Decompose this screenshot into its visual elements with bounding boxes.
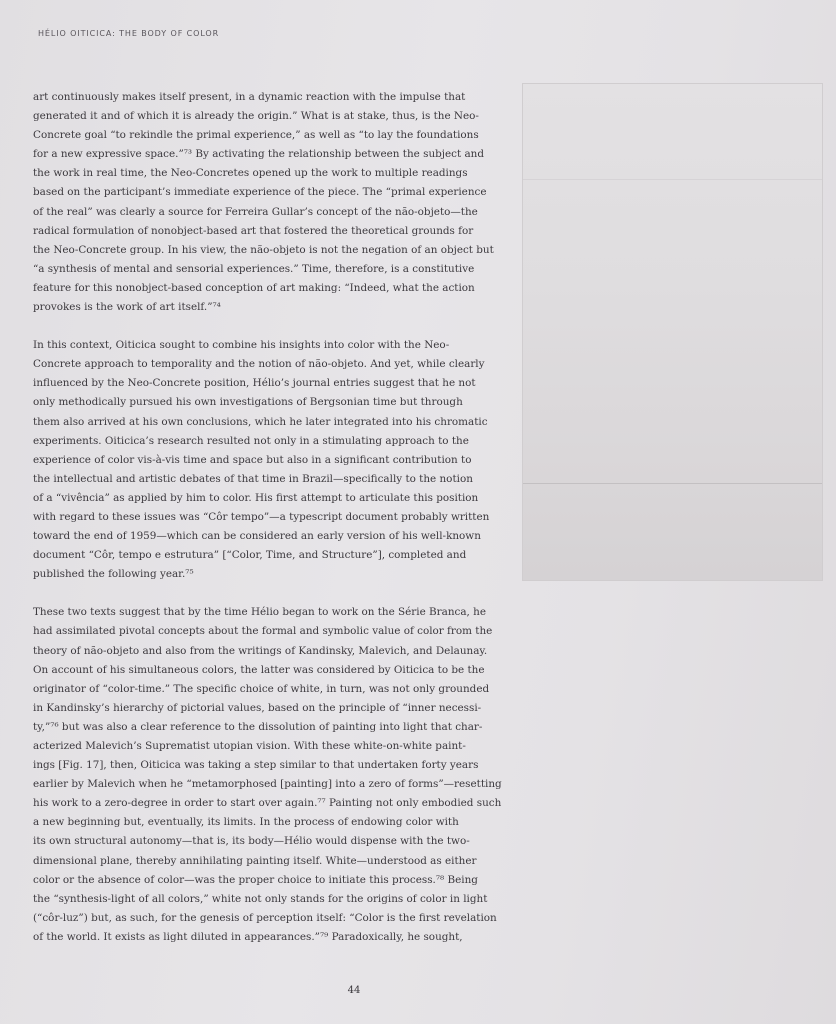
text-line: his work to a zero-degree in order to start over again.⁷⁷ Painting not only embodied such bbox=[33, 797, 502, 810]
text-line: them also arrived at his own conclusions, which he later integrated into his chromatic bbox=[33, 415, 488, 428]
text-line: radical formulation of nonobject-based art that fostered the theoretical grounds for bbox=[33, 224, 474, 237]
running-head: HÉLIO OITICICA: THE BODY OF COLOR bbox=[38, 29, 220, 38]
text-line: art continuously makes itself present, in a dynamic reaction with the impulse that bbox=[33, 91, 466, 103]
text-line: These two texts suggest that by the time Hélio began to work on the Série Branca, he bbox=[33, 606, 486, 619]
body-text bbox=[33, 88, 503, 947]
paragraph-gap bbox=[33, 317, 503, 336]
text-line: provokes is the work of art itself.”⁷⁴ bbox=[33, 301, 221, 314]
text-line: dimensional plane, thereby annihilating painting itself. White—understood as either bbox=[33, 854, 477, 867]
text-line: On account of his simultaneous colors, the latter was considered by Oiticica to be the bbox=[33, 663, 485, 676]
text-line: earlier by Malevich when he “metamorphosed [painting] into a zero of forms”—resetting bbox=[33, 778, 502, 791]
text-line: of a “vivência” as applied by him to color. His first attempt to articulate this position bbox=[33, 491, 479, 504]
text-line: in Kandinsky’s hierarchy of pictorial values, based on the principle of “inner necessi- bbox=[33, 701, 482, 714]
text-line: experience of color vis-à-vis time and space but also in a significant contribution to bbox=[33, 453, 472, 466]
text-line: originator of “color-time.” The specific choice of white, in turn, was not only grounded bbox=[33, 682, 490, 695]
text-line: color or the absence of color—was the proper choice to initiate this process.⁷⁸ Being bbox=[33, 873, 478, 886]
page-number: 44 bbox=[347, 985, 361, 996]
text-line: “a synthesis of mental and sensorial experiences.” Time, therefore, is a constitutive bbox=[33, 262, 475, 275]
paragraph-1 bbox=[33, 88, 503, 317]
text-line: published the following year.⁷⁵ bbox=[33, 568, 194, 581]
text-line: ings [Fig. 17], then, Oiticica was taking a step similar to that undertaken forty years bbox=[33, 759, 479, 772]
text-line: had assimilated pivotal concepts about the formal and symbolic value of color from the bbox=[33, 625, 493, 638]
text-line: the work in real time, the Neo-Concretes opened up the work to multiple readings bbox=[33, 167, 468, 180]
text-line: influenced by the Neo-Concrete position, Hélio’s journal entries suggest that he not bbox=[33, 377, 476, 390]
text-line: the Neo-Concrete group. In his view, the não-objeto is not the negation of an object but bbox=[33, 243, 494, 256]
text-line: feature for this nonobject-based conception of art making: “Indeed, what the action bbox=[33, 281, 475, 294]
white-painting-image bbox=[523, 84, 822, 580]
text-line: ty,”⁷⁶ but was also a clear reference to the dissolution of painting into light that char- bbox=[33, 720, 483, 733]
text-line: Concrete goal “to rekindle the primal experience,” as well as “to lay the foundations bbox=[33, 129, 479, 142]
text-line: only methodically pursued his own investigations of Bergsonian time but through bbox=[33, 396, 463, 409]
text-line: its own structural autonomy—that is, its body—Hélio would dispense with the two- bbox=[33, 835, 470, 848]
paragraph-3 bbox=[33, 603, 503, 947]
text-line: of the world. It exists as light diluted in appearances.”⁷⁹ Paradoxically, he sought, bbox=[33, 930, 463, 943]
text-line: of the real” was clearly a source for Ferreira Gullar’s concept of the não-objeto—the bbox=[33, 205, 478, 218]
paragraph-2 bbox=[33, 336, 503, 584]
text-line: based on the participant’s immediate experience of the piece. The “primal experience bbox=[33, 186, 487, 199]
text-line: a new beginning but, eventually, its limits. In the process of endowing color with bbox=[33, 816, 459, 829]
text-line: theory of não-objeto and also from the writings of Kandinsky, Malevich, and Delaunay. bbox=[33, 644, 488, 657]
text-line: In this context, Oiticica sought to combine his insights into color with the Neo- bbox=[33, 339, 450, 352]
text-line: for a new expressive space.”⁷³ By activating the relationship between the subject and bbox=[33, 148, 484, 161]
text-line: generated it and of which it is already the origin.” What is at stake, thus, is the Neo- bbox=[33, 110, 479, 123]
text-line: experiments. Oiticica’s research resulted not only in a stimulating approach to the bbox=[33, 434, 469, 447]
text-line: the intellectual and artistic debates of that time in Brazil—specifically to the notion bbox=[33, 472, 473, 485]
text-line: toward the end of 1959—which can be considered an early version of his well-known bbox=[33, 530, 481, 543]
text-line: Concrete approach to temporality and the notion of não-objeto. And yet, while clearly bbox=[33, 358, 485, 371]
text-line: the “synthesis-light of all colors,” white not only stands for the origins of color in light bbox=[33, 892, 488, 905]
painting-seam bbox=[523, 179, 822, 180]
text-line: (“côr-luz”) but, as such, for the genesis of perception itself: “Color is the first revelation bbox=[33, 911, 497, 924]
paragraph-gap bbox=[33, 584, 503, 603]
painting-edge-line bbox=[523, 483, 822, 484]
text-line: with regard to these issues was “Côr tempo”—a typescript document probably written bbox=[33, 510, 490, 523]
text-line: document “Côr, tempo e estrutura” [“Color, Time, and Structure”], completed and bbox=[33, 549, 467, 562]
text-line: acterized Malevich’s Suprematist utopian vision. With these white-on-white paint- bbox=[33, 740, 466, 752]
